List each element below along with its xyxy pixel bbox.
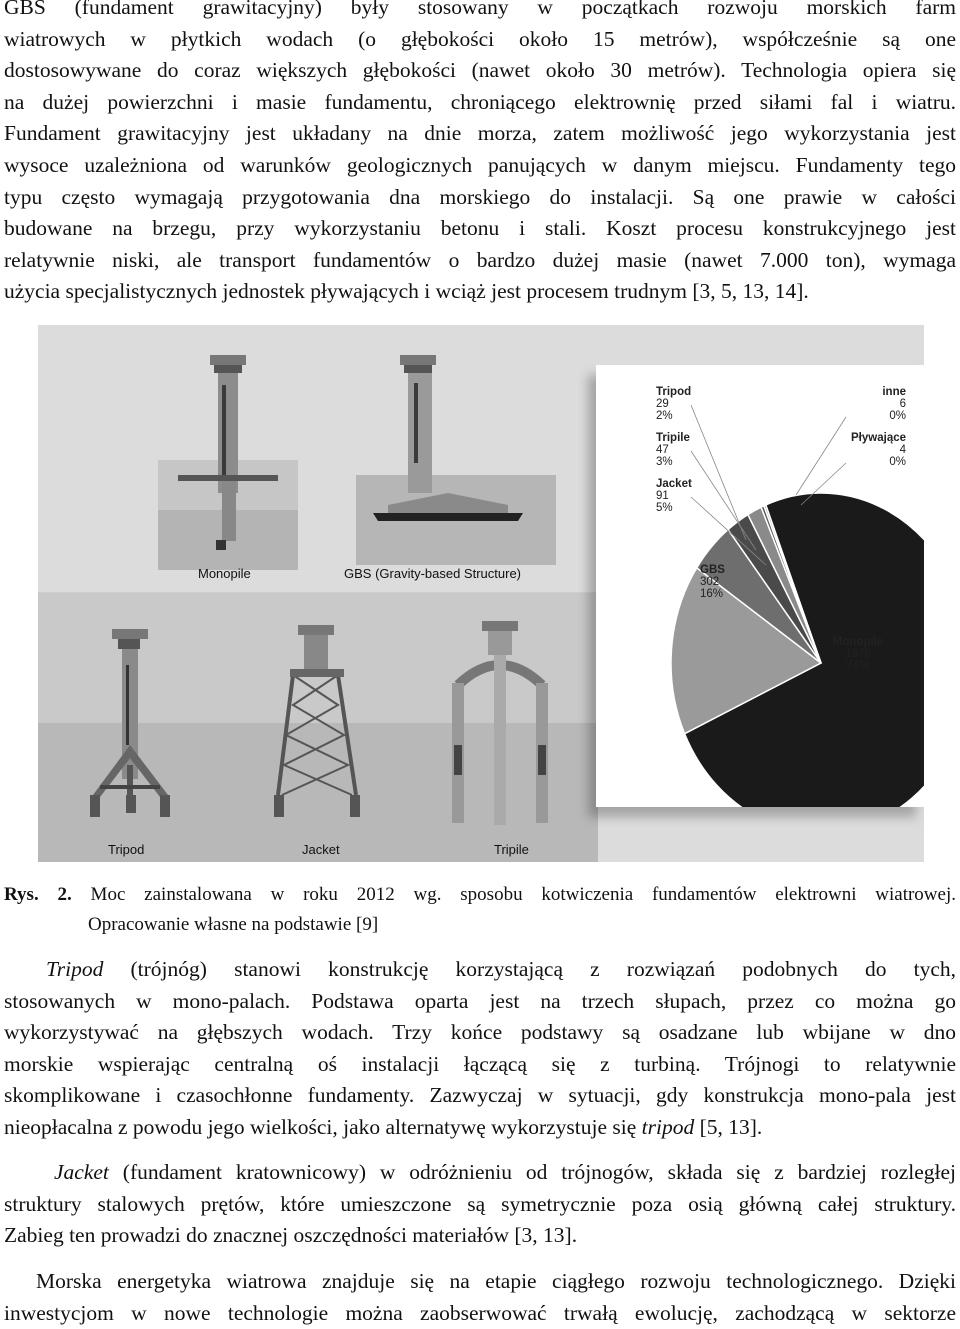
pie-label-gbs: GBS (700, 564, 725, 576)
text-fragment: (trójnóg) stanowi konstrukcję korzystającą z rozwiązań podobnych do tych, (103, 957, 956, 981)
figure-caption (4, 880, 956, 940)
pie-count-gbs: 302 (700, 576, 720, 588)
text-line (4, 1112, 956, 1144)
text-line: wykorzystywać na głębszych wodach. Trzy końce podstawy są osadzane lub wbijane w dno (4, 1020, 956, 1045)
label-monopile: Monopile (198, 566, 251, 581)
pie-count-tripod: 29 (656, 398, 669, 410)
label-tripod: Tripod (108, 842, 145, 857)
pie-chart (596, 365, 924, 807)
text-line: typu często wymagają przygotowania dna morskiego do instalacji. Są one prawie w całości (4, 184, 956, 209)
label-jacket: Jacket (302, 842, 340, 857)
text-line: dostosowywane do coraz większych głębokości (nawet około 30 metrów). Technologia opiera się (4, 58, 956, 83)
label-gbs: GBS (Gravity-based Structure) (344, 566, 521, 581)
pie-label-monopile: Monopile (832, 636, 884, 648)
text-line: struktury stalowych prętów, które umieszczone są symetrycznie poza osią główną całej struktury. (4, 1191, 956, 1216)
text-line: relatywnie niski, ale transport fundamentów o bardzo dużej masie (nawet 7.000 ton), wymaga (4, 247, 956, 272)
text-line (4, 1157, 956, 1189)
caption-line1: Moc zainstalowana w roku 2012 wg. sposobu kotwiczenia fundamentów elektrowni wiatrowej. (90, 884, 956, 905)
pie-count-jacket: 91 (656, 490, 669, 502)
paragraph-bottom (4, 1266, 956, 1329)
label-tripile: Tripile (494, 842, 529, 857)
pie-label-jacket: Jacket (656, 478, 692, 490)
caption-line2: Opracowanie własne na podstawie [9] (88, 914, 379, 935)
text-line: Zabieg ten prowadzi do znacznej oszczędności materiałów [3, 13]. (4, 1223, 578, 1248)
pie-percent-pływające: 0% (889, 456, 906, 468)
text-line: wysoce uzależniona od warunków geologicznych panujących w danym miejscu. Fundamenty tego (4, 152, 956, 177)
text-line (4, 1266, 956, 1298)
pie-count-inne: 6 (899, 398, 906, 410)
text-line: GBS (fundament grawitacyjny) były stosowany w początkach rozwoju morskich farm (4, 0, 956, 19)
tripod-illustration (38, 593, 223, 862)
pie-leader-line (691, 405, 746, 540)
text-fragment: nieopłacalna z powodu jego wielkości, jako alternatywę wykorzystuje się (4, 1114, 642, 1139)
pie-label-pływające: Pływające (851, 432, 906, 444)
text-line: budowane na brzegu, przy wykorzystaniu betonu i stali. Koszt procesu konstrukcyjnego jest (4, 216, 956, 241)
figure-foundations (38, 325, 924, 862)
text-line: morskie wspierając centralną oś instalacji łączącą się z turbiną. Trójnogi to relatywnie (4, 1051, 956, 1076)
term-jacket: Jacket (54, 1160, 109, 1184)
pie-percent-tripile: 3% (656, 456, 673, 468)
pie-label-tripod: Tripod (656, 386, 692, 398)
paragraph-tripod (4, 954, 956, 1144)
pie-label-tripile: Tripile (656, 432, 690, 444)
pie-label-inne: inne (882, 386, 906, 398)
caption-label: Rys. 2. (4, 884, 72, 905)
text-line: użycia specjalistycznych jednostek pływających i wciąż jest procesem trudnym [3, 5, 13, 14]. (4, 279, 809, 304)
term-tripod-inline: tripod (641, 1114, 695, 1139)
foundations-illustration (38, 325, 598, 862)
text-fragment: (fundament kratownicowy) w odróżnieniu od trójnogów, składa się z bardziej rozległej (108, 1160, 956, 1184)
pie-chart-card (596, 365, 924, 807)
gbs-illustration (356, 355, 556, 565)
text-line: skomplikowane i czasochłonne fundamenty. Zazwyczaj w sytuacji, gdy konstrukcja mono-pala jest (4, 1083, 956, 1108)
text-line: stosowanych w mono-palach. Podstawa oparta jest na trzech słupach, przez co można go (4, 988, 956, 1013)
tripile-illustration (408, 593, 598, 862)
pie-count-pływające: 4 (899, 444, 906, 456)
text-line (4, 954, 956, 986)
pie-count-monopile: 1376 (845, 648, 871, 660)
paragraph-gbs (4, 0, 956, 308)
text-line: na dużej powierzchni i masie fundamentu, chroniącego elektrownię przed siłami fal i wiatru. (4, 89, 956, 114)
term-tripod: Tripod (46, 957, 104, 981)
pie-percent-jacket: 5% (656, 502, 673, 514)
monopile-illustration (158, 355, 298, 570)
paragraph-jacket (4, 1157, 956, 1252)
text-line: inwestycjom w nowe technologie można zaobserwować trwałą ewolucję, zachodzącą w sektorze (4, 1300, 956, 1325)
text-fragment: Morska energetyka wiatrowa znajduje się na etapie ciągłego rozwoju technologicznego. Dzięki (36, 1269, 956, 1293)
pie-percent-tripod: 2% (656, 410, 673, 422)
pie-count-tripile: 47 (656, 444, 669, 456)
pie-percent-inne: 0% (889, 410, 906, 422)
text-line: wiatrowych w płytkich wodach (o głębokości około 15 metrów), współcześnie są one (4, 26, 956, 51)
text-fragment: [5, 13]. (694, 1114, 763, 1139)
pie-percent-monopile: 74% (846, 660, 870, 672)
jacket-illustration (223, 593, 408, 862)
pie-leader-line (796, 417, 846, 495)
text-line: Fundament grawitacyjny jest układany na dnie morza, zatem możliwość jego wykorzystania jest (4, 121, 956, 146)
pie-percent-gbs: 16% (700, 588, 724, 600)
